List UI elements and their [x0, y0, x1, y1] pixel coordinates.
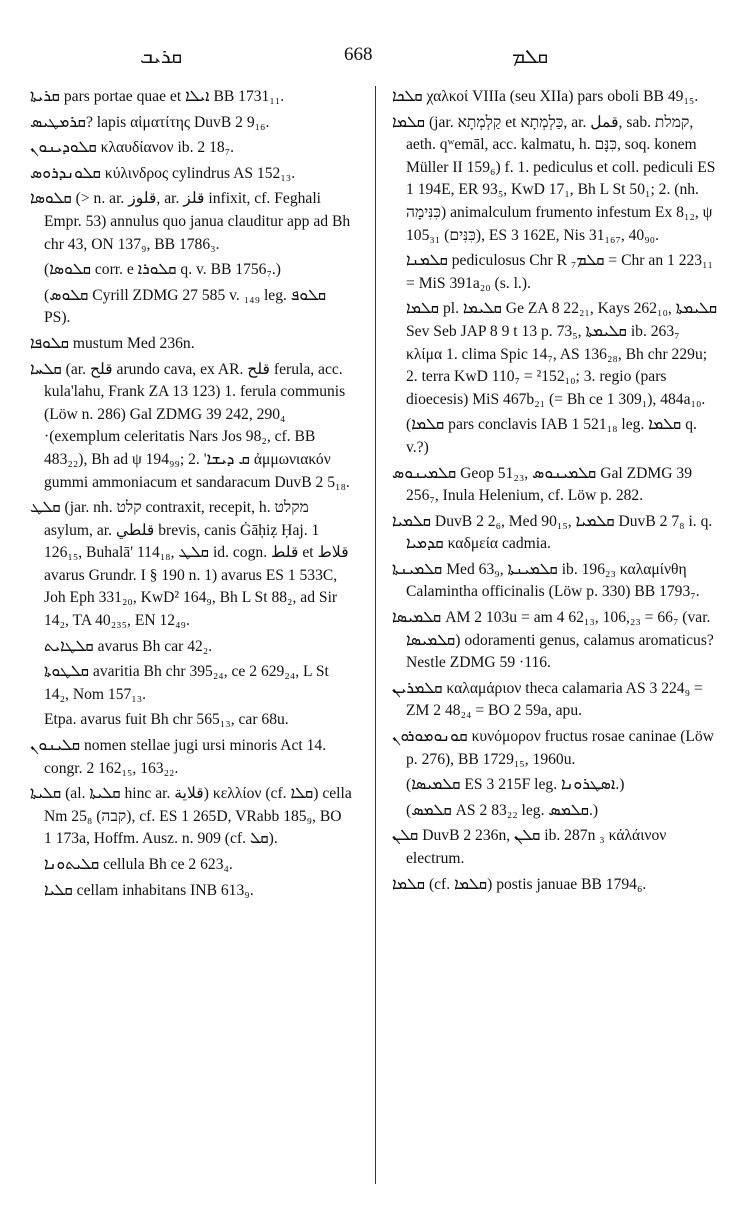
dictionary-entry: (ܩܠܘܣ Cyrill ZDMG 27 585 v. ₁₄₉ leg. ܩܠܘܦ PS). — [44, 286, 327, 327]
dictionary-entry: ܩܠܡܐ pl. ܩܠܝܡܐ Ge ZA 8 22₂₁, Kays 262₁₀, ܩܠܝܡܬܐ Sev Seb JAP 8 9 t 13 p. 73₅, ܩܠܝܡܬܐ ib. 263₇ κλίμα 1. clima Spic 14₇, AS 136₂₈, Bh chr 229u; 2. terra KwD 110₇ = ²152₁₀; 3. regio (pars dioecesis) MiS 467b₂₁ (= Bh ce 1 309₁), 484a₁₀. — [406, 300, 718, 408]
dictionary-entry: ܩܠܡܐ (cf. ܩܠܡܐ) postis januae BB 1794₆. — [392, 875, 647, 893]
dictionary-entry: ܩܠܡܝܢܬܐ Med 63₉, ܩܠܡܝܢܬܐ ib. 196₂₃ καλαμίνθη Calamintha officinalis (Löw p. 330) BB 1793₇. — [392, 560, 700, 601]
column-divider — [375, 86, 376, 1184]
dictionary-entry: (ܩܠܡܣ AS 2 83₂₂ leg. ܩܠܡܣ.) — [406, 801, 599, 819]
header-left-word: ܩܪܝܒ — [140, 44, 183, 68]
dictionary-entry: ܩܠܡܐ (jar. קַלְמְתָא et כַּלְמְתָא, ar. قمل, sab. קמלת, aeth. qʷemāl, acc. kalmatu, h. כִּנָּם, soq. konem Müller II 159₆) f. 1. pediculus et coll. pediculi ES 1 194E, ER 93₅, KwD 17₁, Bh L St 50₁; 2. (nh. כִּנִּימָה) animalculum frumento infestum Ex 8₁₂, ψ 105₃₁ (כִּנִּים), ES 3 162E, Nis 31₁₆₇, 40₉₀. — [392, 113, 716, 244]
page-number: 668 — [344, 44, 373, 65]
dictionary-entry: ܩܘܢܘܡܘܪܘܢ κυνόμορον fructus rosae caninae (Löw p. 276), BB 1729₁₅, 1960u. — [392, 728, 714, 768]
dictionary-entry: (ܩܠܘܣܐ corr. e ܩܠܘܪܐ q. v. BB 1756₇.) — [44, 261, 281, 279]
dictionary-entry: ܩܠܘܕܝܢܘܢ κλαυδίανον ib. 2 18₇. — [30, 139, 235, 157]
dictionary-entry: ܩܠܡܝܢܘܣ Geop 51₂₃, ܩܠܡܝܢܘܣ Gal ZDMG 39 256₇, Inula Helenium, cf. Löw p. 282. — [392, 464, 693, 505]
dictionary-entry: ܩܠܚܐ (ar. قلح arundo cava, ex AR. قلح ferula, acc. kula'lahu, Frank ZA 13 123) 1. ferula communis (Löw n. 286) Gal ZDMG 39 242, 290₄ ·(exemplum celeritatis Nars Jos 98₂, cf. BB 483₂₂), Bh ad ψ 194₉₉; 2. 'ܩ ܕܝܫܐ ἀμμωνιακόν gummi ammoniacum et sandaracum DuvB 2 5₁₈. — [30, 360, 350, 491]
left-column — [30, 86, 352, 905]
dictionary-entry: (ܩܠܡܝܣܐ ES 3 215F leg. ܐܣܛܪܘܢܐ.) — [406, 776, 625, 794]
dictionary-entry: ܩܠܝܢܘܢ nomen stellae jugi ursi minoris Act 14. congr. 2 162₁₅, 163₂₂. — [30, 737, 327, 777]
page-header — [0, 44, 750, 72]
dictionary-entry: ܩܠܟܐ χαλκοί VIIIa (seu XIIa) pars oboli BB 49₁₅. — [392, 88, 699, 105]
dictionary-entry: ܩܠܝܬܘܢܐ cellula Bh ce 2 623₄. — [44, 856, 233, 873]
dictionary-entry: ܩܪܝܬܐ pars portae quae et ܐܝܠܐ BB 1731₁₁. — [30, 88, 285, 105]
dictionary-entry: ܩܠܛ (jar. nh. קלט contraxit, recepit, h. מקלט asylum, ar. قلطي brevis, canis Ġāḥiẓ Ḥaj. 1 126₁₅, Buhalā' 114₁₈, ܩܠܛ id. cogn. قلط et قلاط avarus Grundr. I § 190 n. 1) avarus ES 1 533C, Joh Eph 331₂₀, KwD² 164₉, Bh L St 88₂, ad Sir 14₂, TA 40₂₃₅, EN 12₄₉. — [30, 499, 349, 630]
dictionary-entry: ܩܠܡܪܝܢ καλαμάριον theca calamaria AS 3 224₉ = ZM 2 48₂₄ = BO 2 59a, apu. — [392, 679, 703, 720]
dictionary-entry: ܩܠܡܝܐ DuvB 2 2₆, Med 90₁₅, ܩܠܡܝܐ DuvB 2 7₈ i. q. ܩܕܡܝܐ καδμεία cadmia. — [392, 512, 713, 553]
dictionary-entry: ܩܠܝܐ cellam inhabitans INB 613₉. — [44, 881, 254, 899]
dictionary-entry: ܩܠܡܝܣܐ AM 2 103u = am 4 62₁₃, 106,₂₃ = 66₇ (var. ܩܠܡܝܣܐ) odoramenti genus, calamus aromaticus? Nestle ZDMG 59 ·116. — [392, 609, 714, 672]
dictionary-entry: ܩܠܢ DuvB 2 236n, ܩܠܢ ib. 287n ₃ κάλάινον electrum. — [392, 827, 667, 867]
dictionary-entry: ܩܠܝܬܐ (al. ܩܠܝܬܐ hinc ar. قلاية) κελλίον (cf. ܩܠܐ) cella Nm 25₈ (קבה), cf. ES 1 265D, VRabb 185₉, BO 1 173a, Hoffm. Ausz. n. 909 (cf. ܩܠ). — [30, 785, 352, 848]
header-right-word: ܩܠܡ — [512, 44, 549, 68]
right-column — [392, 86, 718, 899]
dictionary-entry: ܩܪܡܛܝܣ? lapis αἱματίτης DuvB 2 9₁₆. — [30, 113, 270, 131]
dictionary-entry: ܩܠܘܣܐ (> n. ar. قلوز, ar. قلز infixit, cf. Feghali Empr. 53) annulus quo janua clauditur app ad Bh chr 43, ON 137₉, BB 1786₃. — [30, 190, 351, 253]
dictionary-entry: ܩܠܘܦܐ mustum Med 236n. — [30, 334, 195, 352]
dictionary-entry: ܩܠܛܐܝܬ avarus Bh car 42₂. — [44, 637, 213, 655]
dictionary-entry: ܩܠܡܢܐ pediculosus Chr R ܩܠܡ₇ = Chr an 1 223₁₁ = MiS 391a₂₀ (s. l.). — [406, 252, 713, 292]
dictionary-entry: ܩܠܘܢܕܪܘܣ κύλινδρος cylindrus AS 152₁₃. — [30, 164, 296, 182]
dictionary-entry: (ܩܠܡܐ pars conclavis IAB 1 521₁₈ leg. ܩܠܡܐ q. v.?) — [406, 416, 697, 456]
dictionary-entry: Etpa. avarus fuit Bh chr 565₁₃, car 68u. — [44, 711, 289, 729]
dictionary-entry: ܩܠܛܘܬܐ avaritia Bh chr 395₂₄, ce 2 629₂₄, L St 14₂, Nom 157₁₃. — [44, 663, 329, 703]
